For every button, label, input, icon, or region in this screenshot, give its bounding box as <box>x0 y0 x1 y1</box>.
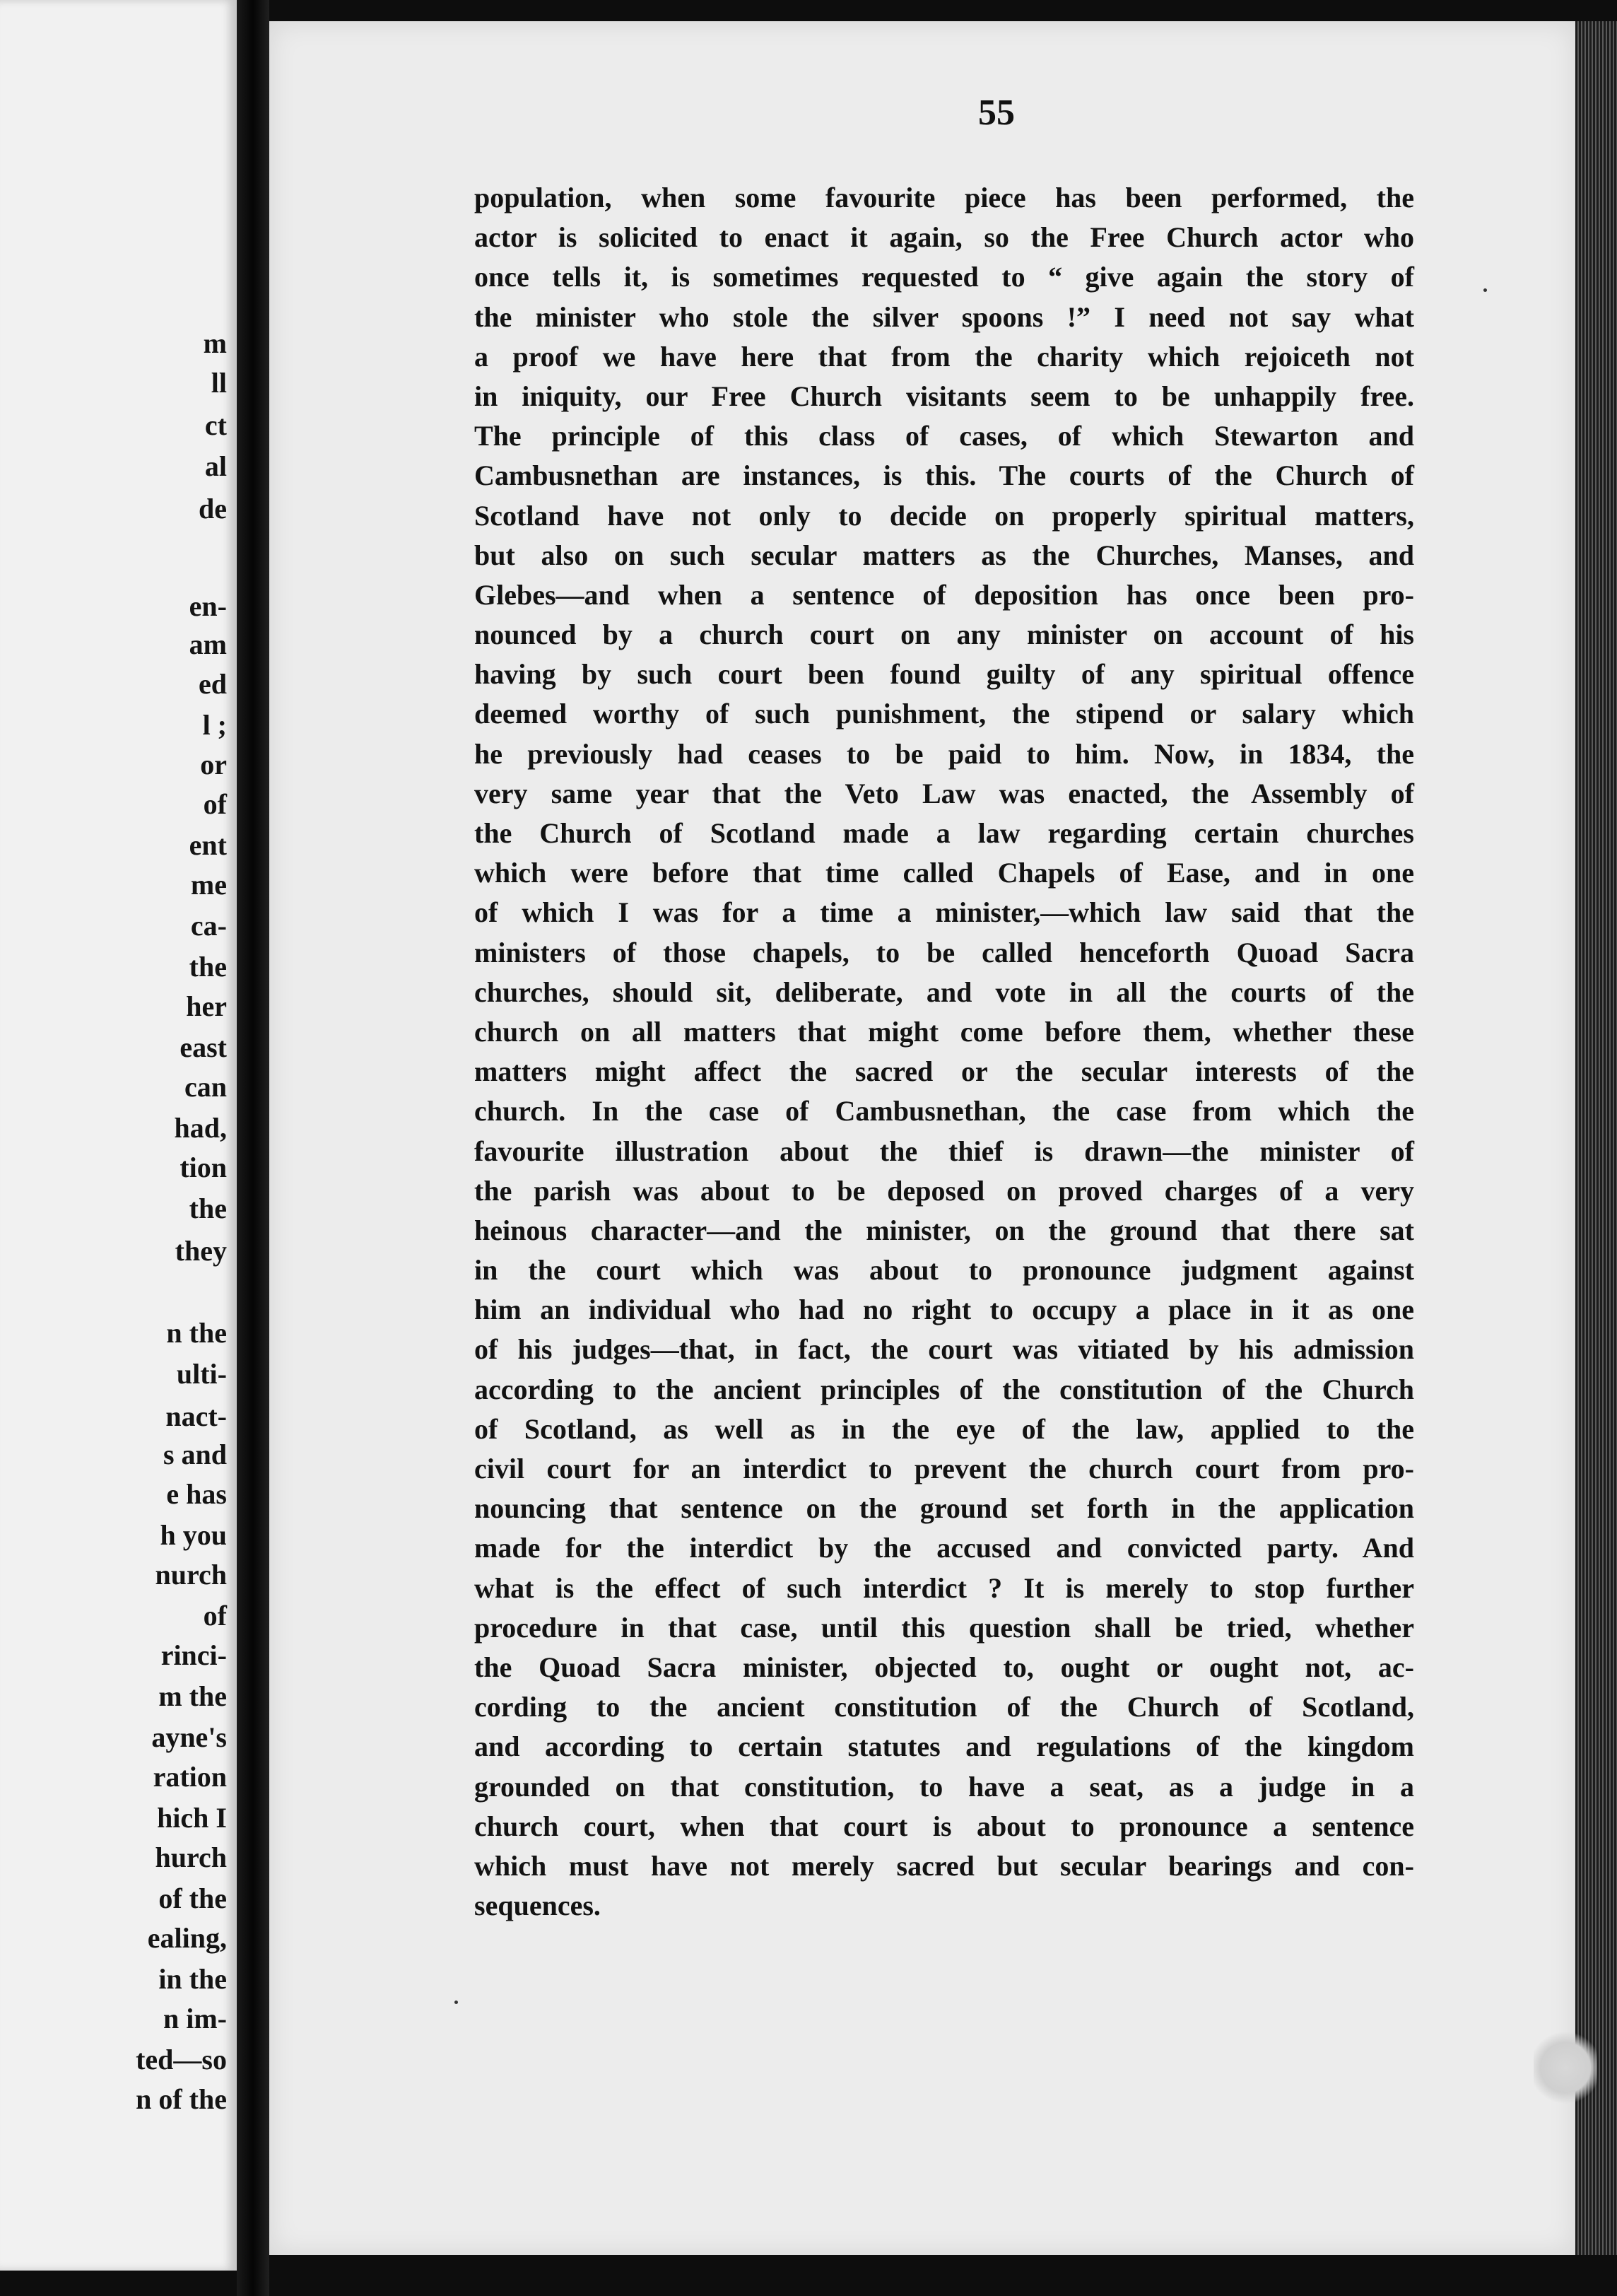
left-page-line: me <box>190 869 227 901</box>
text-line: civil court for an interdict to prevent the church court from pro- <box>474 1453 1414 1484</box>
left-page-line: s and <box>163 1439 227 1470</box>
left-page-line: of <box>203 788 227 820</box>
text-line: Cambusnethan are instances, is this. The courts of the Church of <box>474 459 1414 492</box>
text-line: nounced by a church court on any minister on account of his <box>474 619 1414 651</box>
left-page-line: of <box>203 1600 227 1632</box>
left-page-line: rinci- <box>160 1639 227 1671</box>
left-page-line: ll <box>211 367 227 399</box>
page-edges <box>1575 21 1617 2255</box>
text-line: The principle of this class of cases, of which Stewarton and <box>474 420 1414 452</box>
left-page-line: ration <box>153 1761 227 1793</box>
text-line: Glebes—and when a sentence of deposition has once been pro- <box>474 578 1414 611</box>
text-line: of Scotland, as well as in the eye of the law, applied to the <box>474 1412 1414 1445</box>
text-line: cording to the ancient constitution of the Church of Scotland, <box>474 1691 1414 1723</box>
text-line: sequences. <box>474 1890 601 1922</box>
text-line: ministers of those chapels, to be called henceforth Quoad Sacra <box>474 936 1414 968</box>
paper-smudge <box>1534 2029 1597 2107</box>
left-page-line: can <box>184 1071 227 1103</box>
text-line: in the court which was about to pronounce judgment against <box>474 1254 1414 1287</box>
left-page-line: ca- <box>190 910 227 942</box>
left-page-line: n of the <box>136 2083 227 2115</box>
text-line: heinous character—and the minister, on the ground that there sat <box>474 1214 1414 1246</box>
left-page-line: ulti- <box>176 1358 227 1390</box>
main-page <box>269 21 1575 2255</box>
text-line: matters might affect the sacred or the secular interests of the <box>474 1055 1414 1088</box>
text-line: him an individual who had no right to occupy a place in it as one <box>474 1294 1414 1326</box>
page-number: 55 <box>978 93 1015 133</box>
text-line: deemed worthy of such punishment, the stipend or salary which <box>474 698 1414 730</box>
left-page-line: am <box>189 628 227 660</box>
text-line: and according to certain statutes and regulations of the kingdom <box>474 1730 1414 1763</box>
text-line: having by such court been found guilty of any spiritual offence <box>474 658 1414 691</box>
left-page-line: ealing, <box>147 1922 227 1954</box>
left-page-line: e has <box>166 1478 227 1510</box>
text-line: grounded on that constitution, to have a seat, as a judge in a <box>474 1770 1414 1803</box>
text-line: he previously had ceases to be paid to him. Now, in 1834, the <box>474 737 1414 770</box>
left-facing-page <box>0 0 237 2271</box>
text-line: in iniquity, our Free Church visitants seem to be unhappily free. <box>474 380 1414 412</box>
left-page-line: n im- <box>163 2003 227 2034</box>
left-page-line: the <box>189 951 227 983</box>
left-page-line: had, <box>174 1112 227 1144</box>
left-page-line: in the <box>158 1963 227 1995</box>
left-page-line: nurch <box>155 1559 227 1591</box>
text-line: which must have not merely sacred but secular bearings and con- <box>474 1849 1414 1882</box>
book-gutter <box>237 0 269 2296</box>
text-line: of his judges—that, in fact, the court was vitiated by his admission <box>474 1333 1414 1366</box>
body-text <box>474 178 1414 1926</box>
text-line: nouncing that sentence on the ground set forth in the application <box>474 1492 1414 1525</box>
text-line: actor is solicited to enact it again, so the Free Church actor who <box>474 221 1414 254</box>
left-page-line: ayne's <box>151 1721 227 1753</box>
text-line: the Church of Scotland made a law regarding certain churches <box>474 817 1414 849</box>
left-page-line: ent <box>189 829 227 861</box>
text-line: very same year that the Veto Law was enacted, the Assembly of <box>474 777 1414 809</box>
text-line: church on all matters that might come before them, whether these <box>474 1015 1414 1048</box>
text-line: the minister who stole the silver spoons !” I need not say what <box>474 300 1414 333</box>
text-line: but also on such secular matters as the Churches, Manses, and <box>474 539 1414 571</box>
left-page-line: of the <box>158 1882 227 1914</box>
left-page-line: l ; <box>202 709 227 741</box>
left-page-line: n the <box>166 1317 227 1349</box>
left-page-line: east <box>180 1031 227 1063</box>
left-page-line: they <box>175 1235 227 1267</box>
left-page-line: nact- <box>165 1400 227 1432</box>
text-line: churches, should sit, deliberate, and vote in all the courts of the <box>474 976 1414 1008</box>
text-line: once tells it, is sometimes requested to “ give again the story of <box>474 261 1414 293</box>
left-page-line: ed <box>199 668 227 700</box>
text-line: church. In the case of Cambusnethan, the case from which the <box>474 1095 1414 1128</box>
text-line: what is the effect of such interdict ? It is merely to stop further <box>474 1571 1414 1604</box>
left-page-line: tion <box>180 1152 227 1183</box>
ink-speck <box>1483 288 1487 292</box>
text-line: which were before that time called Chapels of Ease, and in one <box>474 857 1414 889</box>
text-line: favourite illustration about the thief is drawn—the minister of <box>474 1135 1414 1167</box>
left-page-line: al <box>204 450 227 482</box>
text-line: Scotland have not only to decide on properly spiritual matters, <box>474 499 1414 532</box>
text-line: according to the ancient principles of the constitution of the Church <box>474 1373 1414 1405</box>
text-line: procedure in that case, until this question shall be tried, whether <box>474 1611 1414 1644</box>
left-page-line: m the <box>158 1680 227 1712</box>
text-line: the parish was about to be deposed on proved charges of a very <box>474 1174 1414 1207</box>
left-page-line: de <box>199 493 227 525</box>
left-page-line: h you <box>160 1519 227 1551</box>
left-page-line: hich I <box>157 1802 227 1834</box>
left-page-line: hurch <box>155 1841 227 1873</box>
text-line: made for the interdict by the accused and convicted party. And <box>474 1532 1414 1564</box>
text-line: of which I was for a time a minister,—which law said that the <box>474 896 1414 929</box>
left-page-line: en- <box>189 590 227 622</box>
left-page-line: m <box>203 327 227 359</box>
ink-speck <box>454 2001 458 2004</box>
left-page-line: ct <box>204 409 227 441</box>
text-line: church court, when that court is about to pronounce a sentence <box>474 1810 1414 1842</box>
left-page-line: or <box>200 749 227 780</box>
left-page-line: ted—so <box>136 2044 227 2075</box>
text-line: population, when some favourite piece has been performed, the <box>474 182 1414 213</box>
text-line: a proof we have here that from the charity which rejoiceth not <box>474 340 1414 373</box>
text-line: the Quoad Sacra minister, objected to, ought or ought not, ac- <box>474 1651 1414 1683</box>
left-page-line: her <box>186 990 227 1022</box>
left-page-line: the <box>189 1193 227 1224</box>
